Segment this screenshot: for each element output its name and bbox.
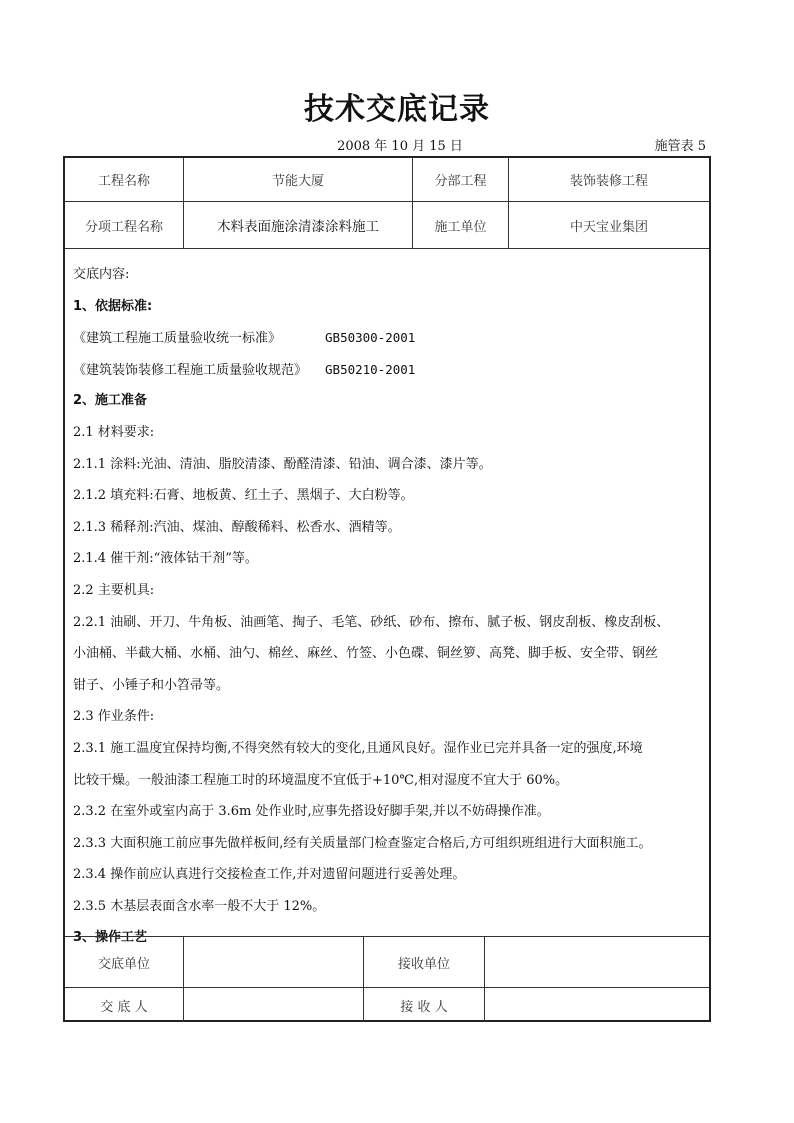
receive-unit-label: 接收单位 [397, 956, 450, 972]
standard-1-name: 《建筑工程施工质量验收统一标准》 [73, 331, 282, 347]
content-line: 2.2 主要机具: [73, 582, 155, 598]
form-number: 施管表 5 [654, 139, 706, 154]
record-table [63, 156, 711, 1022]
handover-content [73, 259, 703, 954]
handover-person-label: 交 底 人 [100, 999, 148, 1015]
handover-unit-label: 交底单位 [97, 956, 150, 972]
content-line: 2.1.1 涂料:光油、清油、脂胶清漆、酚醛清漆、铅油、调合漆、漆片等。 [73, 456, 492, 472]
standard-2 [73, 354, 703, 386]
content-line: 2.3.4 操作前应认真进行交接检查工作,并对遗留问题进行妥善处理。 [73, 867, 466, 883]
content-line: 钳子、小锤子和小笤帚等。 [73, 677, 230, 693]
content-line: 2.3.5 木基层表面含水率一般不大于 12%。 [73, 898, 326, 914]
standard-1 [73, 322, 703, 354]
receive-person-field[interactable] [485, 988, 709, 1022]
sub-project-label: 分部工程 [434, 174, 487, 189]
receive-unit-field[interactable] [485, 937, 709, 987]
standard-2-code: GB50210-2001 [325, 361, 416, 377]
content-line: 2.1.3 稀释剂:汽油、煤油、醇酸稀料、松香水、酒精等。 [73, 519, 401, 535]
section-2-heading: 2、施工准备 [73, 393, 148, 409]
content-line: 2.1.2 填充料:石膏、地板黄、红土子、黑烟子、大白粉等。 [73, 488, 414, 504]
sub-project-value: 装饰装修工程 [569, 174, 648, 189]
standard-1-code: GB50300-2001 [325, 330, 416, 346]
handover-person-field[interactable] [184, 988, 363, 1022]
content-line: 2.3.1 施工温度宜保持均衡,不得突然有较大的变化,且通风良好。湿作业已完并具备一定的强度,环境 [73, 740, 643, 756]
content-line: 2.3.2 在室外或室内高于 3.6m 处作业时,应事先搭设好脚手架,并以不妨碍操作准。 [73, 804, 550, 820]
receive-person-label: 接 收 人 [400, 999, 448, 1015]
content-line: 小油桶、半截大桶、水桶、油勺、棉丝、麻丝、竹签、小色碟、铜丝箩、高凳、脚手板、安全带、钢丝 [73, 646, 659, 662]
standard-2-name: 《建筑装饰装修工程施工质量验收规范》 [73, 362, 308, 378]
item-project-value: 木料表面施涂清漆涂料施工 [217, 219, 379, 235]
item-project-label: 分项工程名称 [84, 219, 163, 235]
content-line: 2.1.4 催干剂:“液体钴干剂”等。 [73, 551, 258, 567]
content-line: 2.1 材料要求: [73, 424, 155, 440]
header-bottom-divider [65, 248, 709, 249]
content-line: 2.3 作业条件: [73, 709, 155, 725]
document-title: 技术交底记录 [304, 92, 490, 127]
construction-unit-value: 中天宝业集团 [569, 219, 648, 235]
content-line: 比较干燥。一般油漆工程施工时的环境温度不宜低于+10℃,相对湿度不宜大于 60%。 [73, 772, 569, 788]
construction-unit-label: 施工单位 [434, 219, 487, 235]
content-line: 2.3.3 大面积施工前应事先做样板间,经有关质量部门检查鉴定合格后,方可组织班组进行大面积施工。 [73, 835, 652, 851]
document-date: 2008 年 10 月 15 日 [337, 139, 463, 154]
handover-unit-field[interactable] [184, 937, 363, 987]
project-name-value: 节能大厦 [271, 174, 324, 189]
section-3-heading: 3、操作工艺 [73, 930, 148, 946]
content-intro: 交底内容: [73, 267, 130, 282]
section-1-heading: 1、依据标准: [73, 298, 153, 314]
project-name-label: 工程名称 [97, 174, 150, 189]
content-line: 2.2.1 油刷、开刀、牛角板、油画笔、掏子、毛笔、砂纸、砂布、擦布、腻子板、钢皮刮板、橡皮刮板、 [73, 614, 670, 630]
